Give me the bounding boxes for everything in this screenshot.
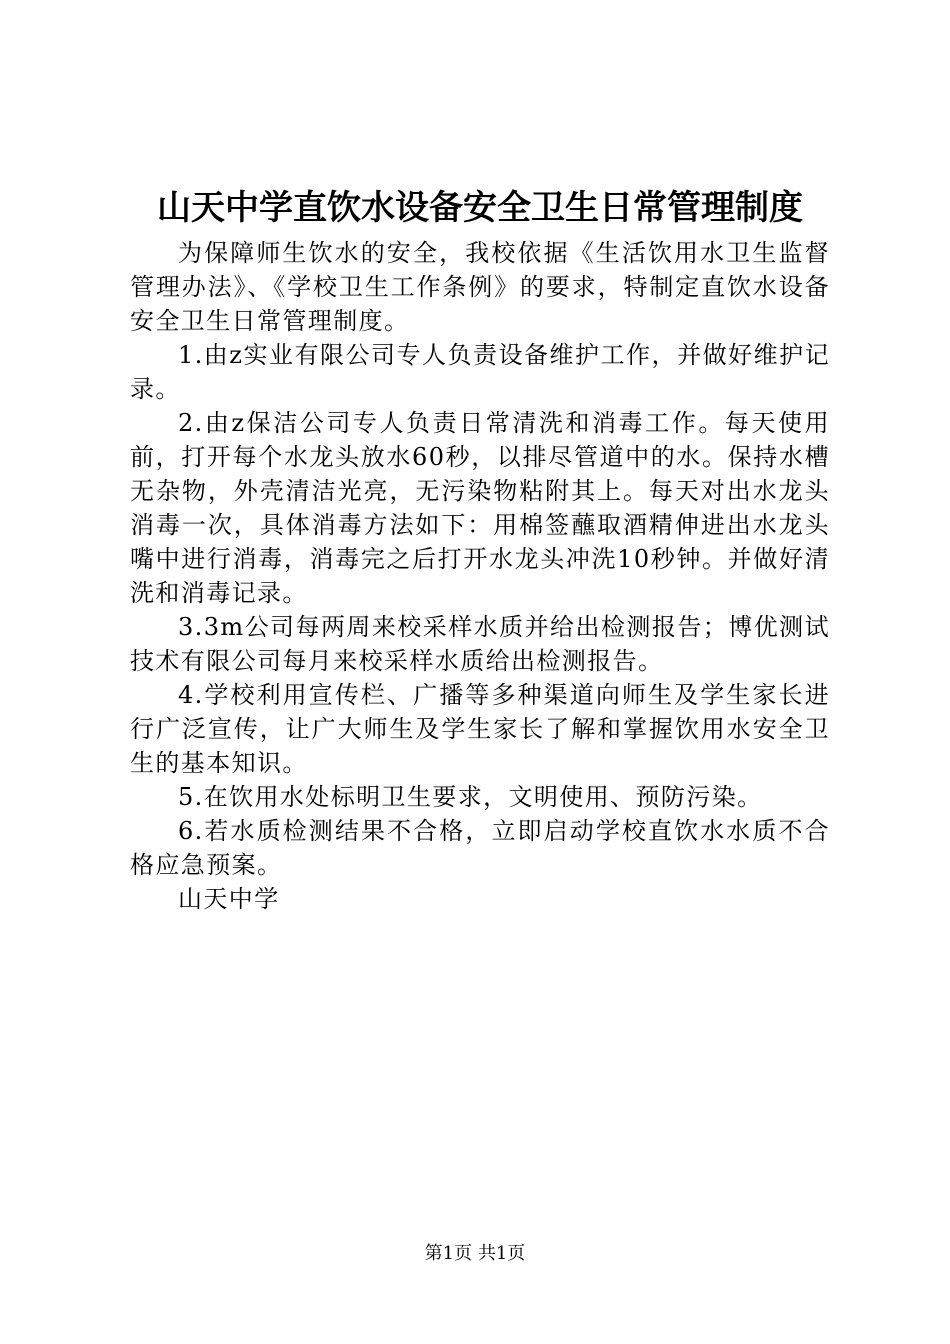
rule-paragraph-6: 6.若水质检测结果不合格，立即启动学校直饮水水质不合格应急预案。 xyxy=(130,817,830,879)
document-body xyxy=(130,182,830,916)
rule-paragraph-3: 3.3m公司每两周来校采样水质并给出检测报告；博优测试技术有限公司每月来校采样水质给出检测报告。 xyxy=(130,613,830,675)
rule-paragraph-4: 4.学校利用宣传栏、广播等多种渠道向师生及学生家长进行广泛宣传，让广大师生及学生家长了解和掌握饮用水安全卫生的基本知识。 xyxy=(130,681,830,777)
rule-paragraph-5: 5.在饮用水处标明卫生要求，文明使用、预防污染。 xyxy=(178,783,763,811)
intro-paragraph: 为保障师生饮水的安全，我校依据《生活饮用水卫生监督管理办法》、《学校卫生工作条例》的要求，特制定直饮水设备安全卫生日常管理制度。 xyxy=(130,239,830,335)
signature: 山天中学 xyxy=(178,885,280,913)
page-footer: 第1页 共1页 xyxy=(424,1243,526,1264)
rule-paragraph-1: 1.由z实业有限公司专人负责设备维护工作，并做好维护记录。 xyxy=(130,341,830,403)
rule-paragraph-2: 2.由z保洁公司专人负责日常清洗和消毒工作。每天使用前，打开每个水龙头放水60秒，以排尽管道中的水。保持水槽无杂物，外壳清洁光亮，无污染物粘附其上。每天对出水龙头消毒一次，具体消毒方法如下：用棉签蘸取酒精伸进出水龙头嘴中进行消毒，消毒完之后打开水龙头冲洗10秒钟。并做好清洗和消毒记录。 xyxy=(130,409,830,607)
document-title: 山天中学直饮水设备安全卫生日常管理制度 xyxy=(157,188,803,228)
